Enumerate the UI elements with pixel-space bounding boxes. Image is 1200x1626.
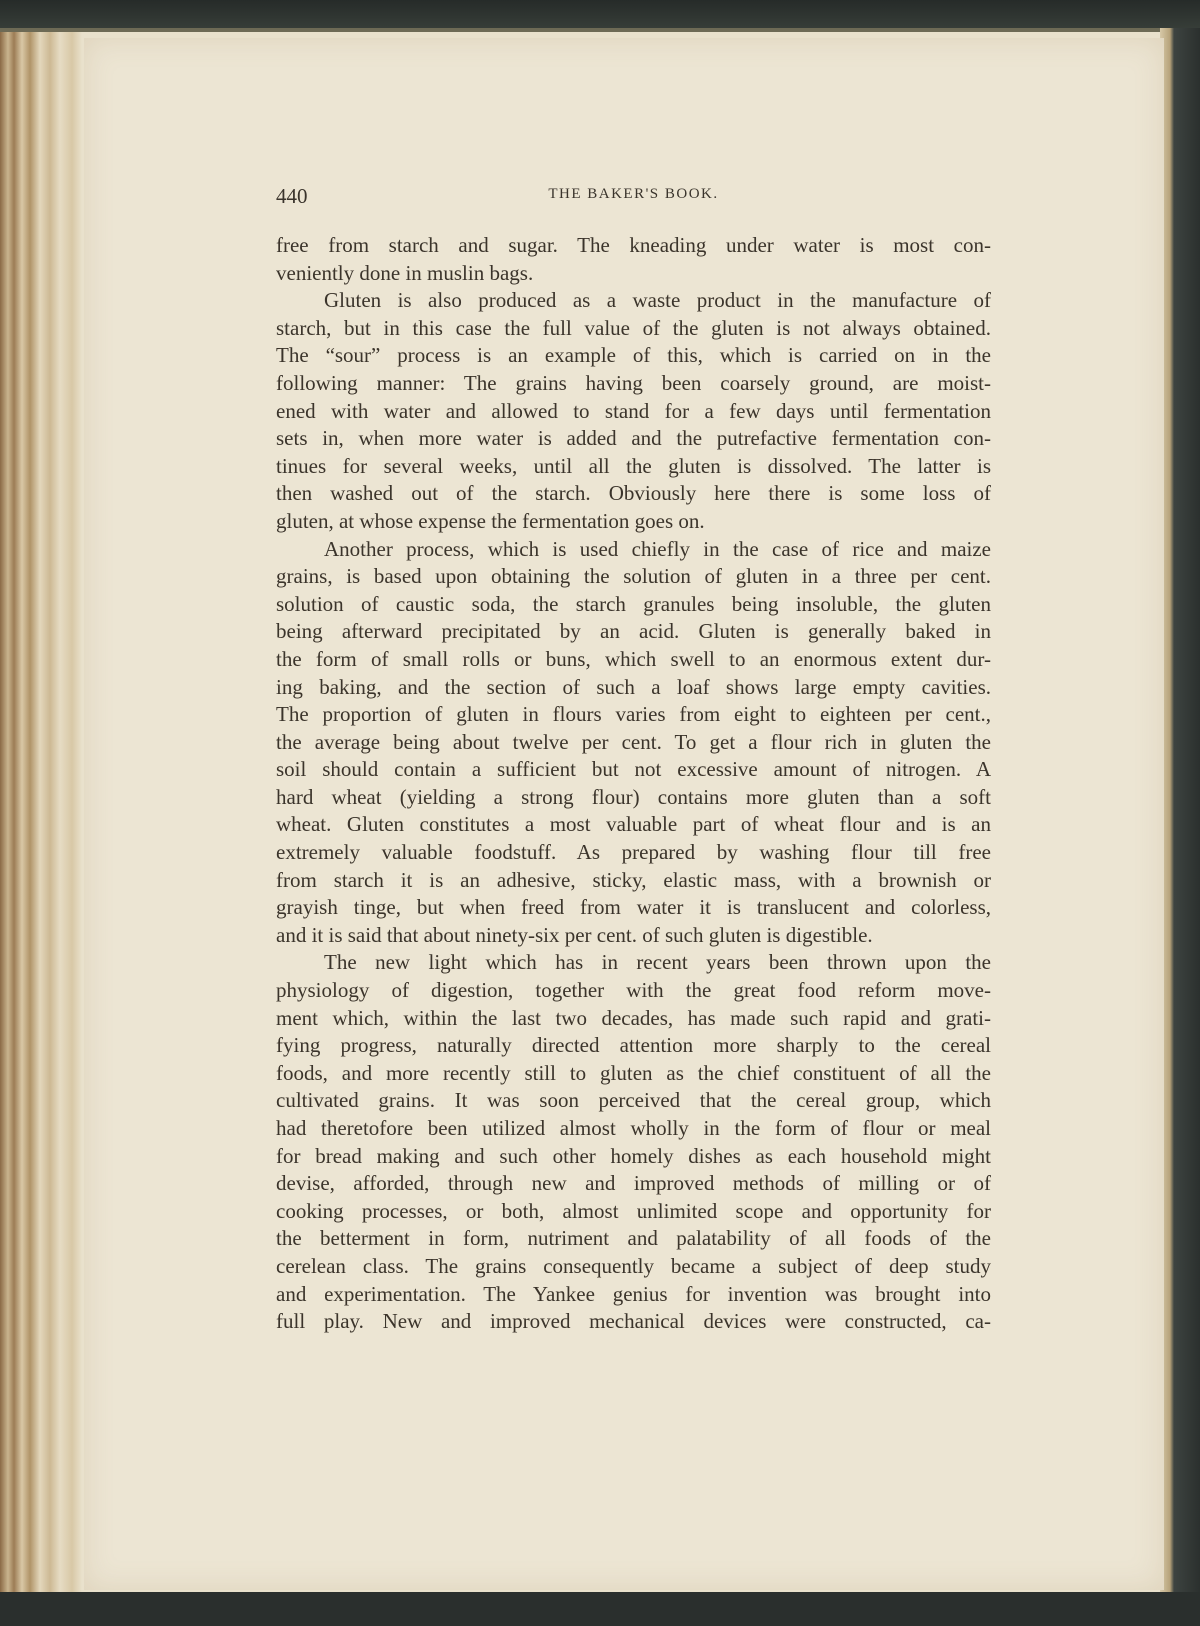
text-line: full play. New and improved mechanical devices were constructed, ca-: [276, 1309, 991, 1334]
text-line: tinues for several weeks, until all the gluten is dissolved. The latter is: [276, 453, 991, 478]
text-line: physiology of digestion, together with the great food reform move-: [276, 978, 991, 1003]
body-text: [276, 232, 991, 1336]
text-line: hard wheat (yielding a strong flour) contains more gluten than a soft: [276, 784, 991, 809]
text-line: wheat. Gluten constitutes a most valuable part of wheat flour and is an: [276, 812, 991, 837]
text-line: ment which, within the last two decades, has made such rapid and grati-: [276, 1005, 991, 1030]
text-line: starch, but in this case the full value of the gluten is not always obtained.: [276, 315, 991, 340]
text-line: had theretofore been utilized almost wholly in the form of flour or meal: [276, 1116, 991, 1140]
text-line: The proportion of gluten in flours varies from eight to eighteen per cent.,: [276, 702, 991, 727]
text-line: Another process, which is used chiefly in the case of rice and maize: [324, 536, 991, 561]
text-line: the betterment in form, nutriment and palatability of all foods of the: [276, 1226, 991, 1251]
text-line: cultivated grains. It was soon perceived that the cereal group, which: [276, 1088, 991, 1113]
text-line: solution of caustic soda, the starch granules being insoluble, the gluten: [276, 591, 991, 616]
text-line: being afterward precipitated by an acid. Gluten is generally baked in: [276, 619, 991, 644]
text-line: Gluten is also produced as a waste product in the manufacture of: [324, 288, 991, 313]
text-line: the form of small rolls or buns, which swell to an enormous extent dur-: [276, 646, 991, 671]
text-line: soil should contain a sufficient but not excessive amount of nitrogen. A: [276, 757, 991, 782]
page-header: [276, 184, 991, 214]
paragraph: [276, 287, 991, 535]
running-title: THE BAKER'S BOOK.: [548, 186, 719, 202]
text-line: gluten, at whose expense the fermentation goes on.: [276, 508, 705, 533]
text-line: ened with water and allowed to stand for a few days until fermentation: [276, 398, 991, 423]
text-line: from starch it is an adhesive, sticky, elastic mass, with a brownish or: [276, 867, 991, 892]
page-number: 440: [276, 184, 308, 208]
book-cover-right: [1160, 28, 1200, 1598]
text-line: following manner: The grains having been coarsely ground, are moist-: [276, 370, 991, 395]
text-line: veniently done in muslin bags.: [276, 260, 534, 285]
text-line: for bread making and such other homely dishes as each household might: [276, 1143, 991, 1168]
text-line: grains, is based upon obtaining the solution of gluten in a three per cent.: [276, 564, 991, 589]
paragraph: [276, 232, 991, 287]
text-line: sets in, when more water is added and the putrefactive fermentation con-: [276, 426, 991, 451]
text-line: The new light which has in recent years been thrown upon the: [324, 950, 991, 975]
text-line: The “sour” process is an example of this, which is carried on in the: [276, 343, 991, 368]
text-line: and experimentation. The Yankee genius for invention was brought into: [276, 1281, 991, 1306]
paragraph: [276, 949, 991, 1335]
text-line: foods, and more recently still to gluten as the chief constituent of all the: [276, 1060, 991, 1085]
text-line: grayish tinge, but when freed from water it is translucent and colorless,: [276, 895, 991, 920]
text-line: ing baking, and the section of such a loaf shows large empty cavities.: [276, 674, 991, 699]
text-line: then washed out of the starch. Obviously here there is some loss of: [276, 481, 991, 506]
text-line: and it is said that about ninety-six per cent. of such gluten is digestible.: [276, 922, 873, 947]
text-line: the average being about twelve per cent. To get a flour rich in gluten the: [276, 729, 991, 754]
text-line: extremely valuable foodstuff. As prepared by washing flour till free: [276, 840, 991, 865]
text-line: free from starch and sugar. The kneading under water is most con-: [276, 233, 991, 257]
text-line: devise, afforded, through new and improved methods of milling or of: [276, 1171, 991, 1196]
book-cover-bottom: [0, 1592, 1200, 1626]
paragraph: [276, 536, 991, 950]
text-line: cooking processes, or both, almost unlimited scope and opportunity for: [276, 1198, 991, 1223]
text-line: fying progress, naturally directed attention more sharply to the cereal: [276, 1033, 991, 1058]
text-line: cerelean class. The grains consequently became a subject of deep study: [276, 1253, 991, 1278]
